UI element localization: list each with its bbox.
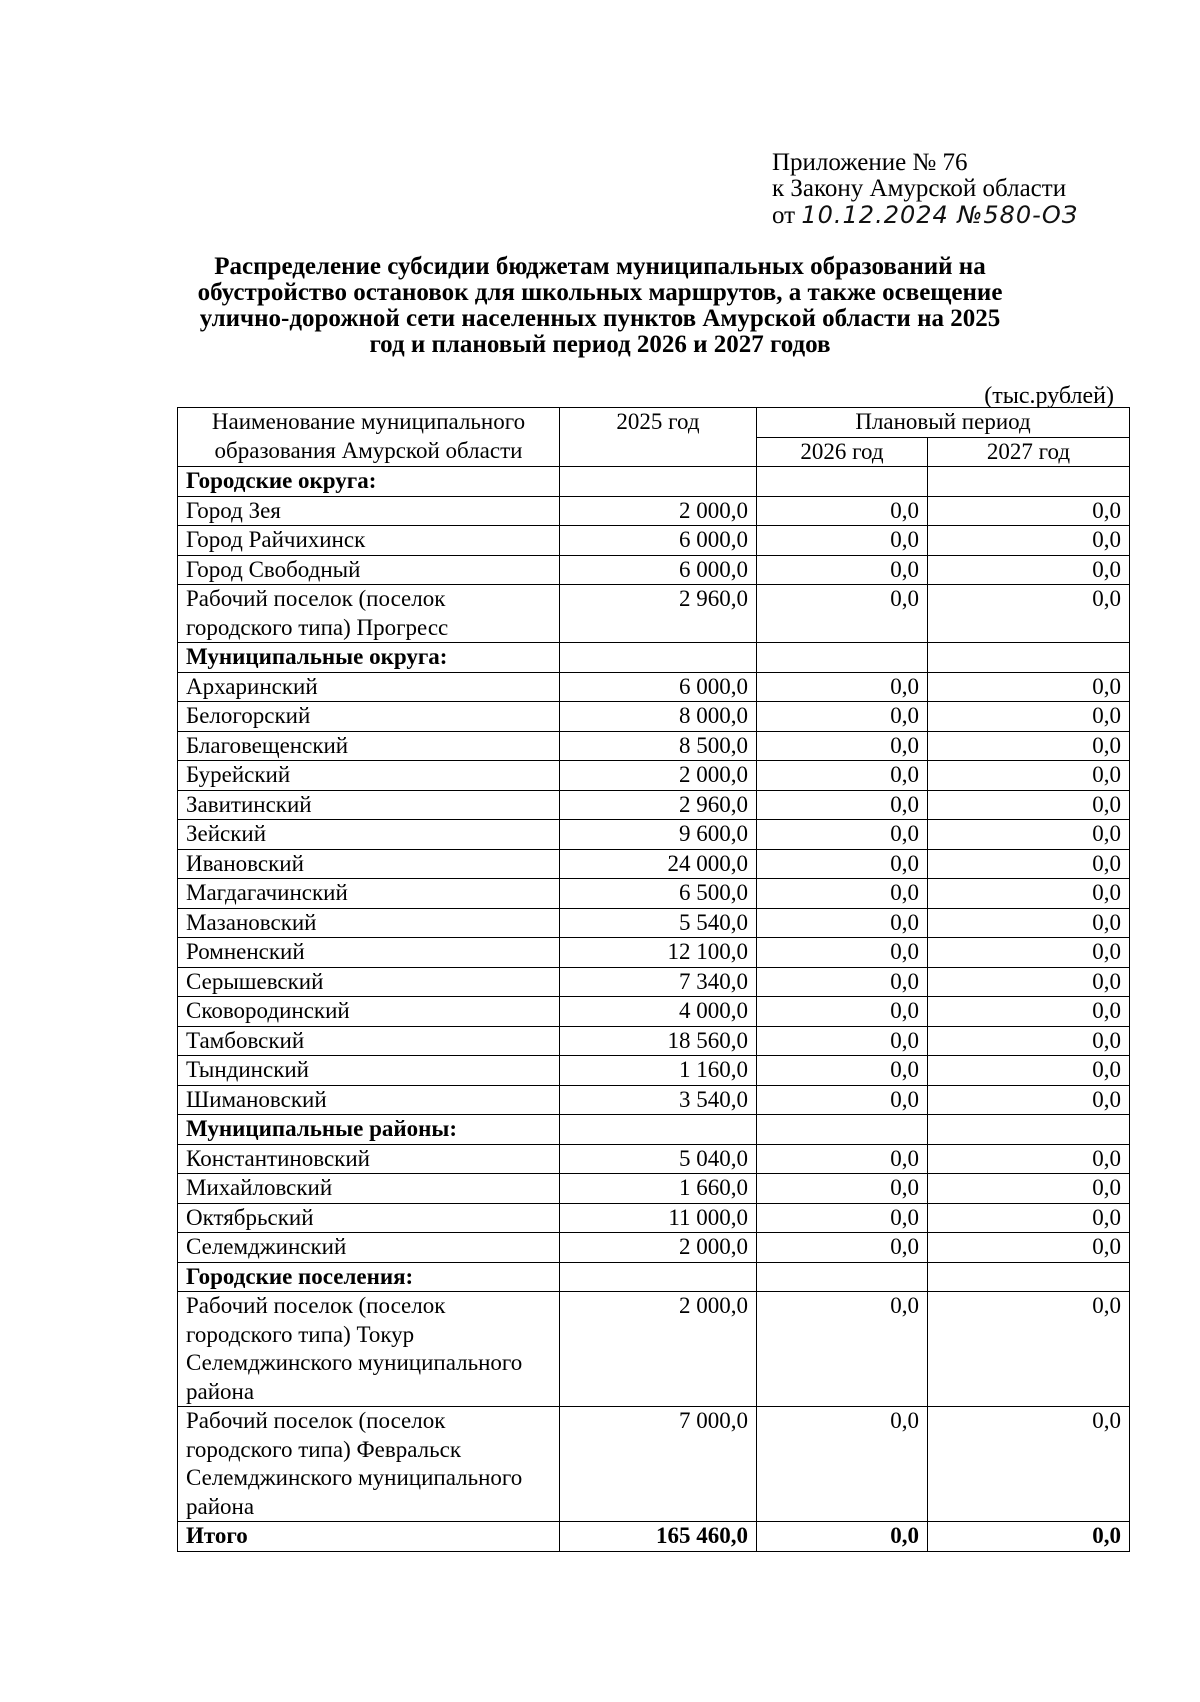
table-row: [178, 672, 1130, 702]
value-2026: 0,0: [757, 938, 928, 968]
empty-cell: [560, 1262, 757, 1292]
total-2025: 165 460,0: [560, 1522, 757, 1552]
header-name-col: Наименование муниципального образования Амурской области: [178, 408, 560, 467]
table-row: [178, 526, 1130, 556]
value-2026: 0,0: [757, 1233, 928, 1263]
value-2025: 12 100,0: [560, 938, 757, 968]
value-2026: 0,0: [757, 702, 928, 732]
section-title: Муниципальные округа:: [178, 643, 560, 673]
municipality-name: Город Райчихинск: [178, 526, 560, 556]
empty-cell: [757, 467, 928, 497]
table-row: [178, 1056, 1130, 1086]
municipality-name: Серышевский: [178, 967, 560, 997]
municipality-name: Белогорский: [178, 702, 560, 732]
value-2027: 0,0: [928, 702, 1130, 732]
value-2025: 4 000,0: [560, 997, 757, 1027]
municipality-name: Октябрьский: [178, 1203, 560, 1233]
value-2025: 2 000,0: [560, 761, 757, 791]
table-row: [178, 761, 1130, 791]
value-2025: 6 000,0: [560, 672, 757, 702]
header-2025: 2025 год: [560, 408, 757, 467]
empty-cell: [560, 467, 757, 497]
value-2026: 0,0: [757, 761, 928, 791]
table-row: [178, 1026, 1130, 1056]
section-title: Городские поселения:: [178, 1262, 560, 1292]
value-2027: 0,0: [928, 731, 1130, 761]
value-2025: 2 960,0: [560, 585, 757, 643]
value-2027: 0,0: [928, 526, 1130, 556]
table-row: [178, 1174, 1130, 1204]
municipality-name: Шимановский: [178, 1085, 560, 1115]
value-2027: 0,0: [928, 761, 1130, 791]
table-row: [178, 555, 1130, 585]
value-2025: 6 000,0: [560, 555, 757, 585]
empty-cell: [928, 643, 1130, 673]
value-2025: 11 000,0: [560, 1203, 757, 1233]
value-2027: 0,0: [928, 790, 1130, 820]
municipality-name: Тындинский: [178, 1056, 560, 1086]
table-row: [178, 496, 1130, 526]
table-row: [178, 585, 1130, 643]
value-2025: 1 160,0: [560, 1056, 757, 1086]
table-row: [178, 790, 1130, 820]
value-2025: 9 600,0: [560, 820, 757, 850]
empty-cell: [928, 467, 1130, 497]
value-2025: 6 500,0: [560, 879, 757, 909]
value-2026: 0,0: [757, 820, 928, 850]
value-2027: 0,0: [928, 1085, 1130, 1115]
value-2026: 0,0: [757, 731, 928, 761]
value-2025: 2 000,0: [560, 1233, 757, 1263]
table-row: [178, 938, 1130, 968]
value-2025: 3 540,0: [560, 1085, 757, 1115]
document-title: [150, 254, 1050, 358]
table-row: [178, 1292, 1130, 1407]
municipality-name: Рабочий поселок (поселок городского типа) Февральск Селемджинского муниципального района: [178, 1407, 560, 1522]
table-row: [178, 997, 1130, 1027]
table-row: [178, 967, 1130, 997]
value-2026: 0,0: [757, 1203, 928, 1233]
value-2025: 8 500,0: [560, 731, 757, 761]
municipality-name: Рабочий поселок (поселок городского типа) Прогресс: [178, 585, 560, 643]
value-2026: 0,0: [757, 1407, 928, 1522]
municipality-name: Бурейский: [178, 761, 560, 791]
table-row: [178, 820, 1130, 850]
table-row: [178, 1085, 1130, 1115]
empty-cell: [560, 1115, 757, 1145]
section-row: [178, 1262, 1130, 1292]
municipality-name: Михайловский: [178, 1174, 560, 1204]
value-2026: 0,0: [757, 967, 928, 997]
table-row: [178, 1407, 1130, 1522]
annex-block: [772, 150, 1078, 229]
value-2027: 0,0: [928, 1292, 1130, 1407]
annex-date-prefix: от: [772, 202, 796, 229]
value-2026: 0,0: [757, 1085, 928, 1115]
empty-cell: [757, 643, 928, 673]
value-2026: 0,0: [757, 790, 928, 820]
total-row: [178, 1522, 1130, 1552]
table-row: [178, 879, 1130, 909]
municipality-name: Сковородинский: [178, 997, 560, 1027]
table-header-row: [178, 408, 1130, 438]
value-2026: 0,0: [757, 555, 928, 585]
value-2027: 0,0: [928, 555, 1130, 585]
value-2026: 0,0: [757, 908, 928, 938]
value-2025: 2 960,0: [560, 790, 757, 820]
value-2026: 0,0: [757, 849, 928, 879]
municipality-name: Город Зея: [178, 496, 560, 526]
municipality-name: Архаринский: [178, 672, 560, 702]
value-2026: 0,0: [757, 585, 928, 643]
section-row: [178, 467, 1130, 497]
municipality-name: Селемджинский: [178, 1233, 560, 1263]
empty-cell: [928, 1262, 1130, 1292]
handwritten-date-number: 10.12.2024 №580-ОЗ: [801, 201, 1079, 229]
value-2027: 0,0: [928, 849, 1130, 879]
annex-line-1: Приложение № 76: [772, 149, 968, 176]
value-2027: 0,0: [928, 938, 1130, 968]
value-2026: 0,0: [757, 1144, 928, 1174]
table-row: [178, 731, 1130, 761]
section-row: [178, 1115, 1130, 1145]
value-2026: 0,0: [757, 997, 928, 1027]
value-2027: 0,0: [928, 1233, 1130, 1263]
total-2026: 0,0: [757, 1522, 928, 1552]
value-2025: 5 040,0: [560, 1144, 757, 1174]
header-planned-period: Плановый период: [757, 408, 1130, 438]
value-2025: 7 000,0: [560, 1407, 757, 1522]
municipality-name: Ромненский: [178, 938, 560, 968]
municipality-name: Город Свободный: [178, 555, 560, 585]
annex-line-2: к Закону Амурской области: [772, 175, 1067, 202]
table-row: [178, 1144, 1130, 1174]
empty-cell: [928, 1115, 1130, 1145]
table-row: [178, 908, 1130, 938]
subsidy-table: [177, 407, 1130, 1552]
value-2025: 7 340,0: [560, 967, 757, 997]
annex-line-3: [772, 202, 1078, 229]
value-2025: 5 540,0: [560, 908, 757, 938]
municipality-name: Рабочий поселок (поселок городского типа) Токур Селемджинского муниципального района: [178, 1292, 560, 1407]
total-label: Итого: [178, 1522, 560, 1552]
value-2026: 0,0: [757, 496, 928, 526]
municipality-name: Мазановский: [178, 908, 560, 938]
value-2025: 1 660,0: [560, 1174, 757, 1204]
value-2026: 0,0: [757, 672, 928, 702]
title-line-2: обустройство остановок для школьных маршрутов, а также освещение: [197, 279, 1003, 306]
table-row: [178, 849, 1130, 879]
value-2026: 0,0: [757, 526, 928, 556]
section-title: Городские округа:: [178, 467, 560, 497]
value-2025: 24 000,0: [560, 849, 757, 879]
value-2027: 0,0: [928, 908, 1130, 938]
value-2027: 0,0: [928, 1056, 1130, 1086]
municipality-name: Ивановский: [178, 849, 560, 879]
value-2027: 0,0: [928, 672, 1130, 702]
table-row: [178, 702, 1130, 732]
value-2026: 0,0: [757, 1026, 928, 1056]
title-line-4: год и плановый период 2026 и 2027 годов: [369, 331, 831, 358]
value-2025: 8 000,0: [560, 702, 757, 732]
empty-cell: [757, 1115, 928, 1145]
value-2026: 0,0: [757, 879, 928, 909]
value-2027: 0,0: [928, 496, 1130, 526]
table-row: [178, 1203, 1130, 1233]
title-line-3: улично-дорожной сети населенных пунктов Амурской области на 2025: [199, 305, 1001, 332]
unit-label: (тыс.рублей): [984, 383, 1114, 409]
total-2027: 0,0: [928, 1522, 1130, 1552]
header-2027: 2027 год: [928, 437, 1130, 467]
value-2027: 0,0: [928, 1026, 1130, 1056]
header-2026: 2026 год: [757, 437, 928, 467]
municipality-name: Константиновский: [178, 1144, 560, 1174]
value-2027: 0,0: [928, 820, 1130, 850]
table-row: [178, 1233, 1130, 1263]
empty-cell: [560, 643, 757, 673]
value-2027: 0,0: [928, 997, 1130, 1027]
value-2027: 0,0: [928, 1407, 1130, 1522]
value-2027: 0,0: [928, 1144, 1130, 1174]
municipality-name: Тамбовский: [178, 1026, 560, 1056]
value-2025: 2 000,0: [560, 1292, 757, 1407]
section-title: Муниципальные районы:: [178, 1115, 560, 1145]
empty-cell: [757, 1262, 928, 1292]
section-row: [178, 643, 1130, 673]
value-2025: 6 000,0: [560, 526, 757, 556]
municipality-name: Благовещенский: [178, 731, 560, 761]
value-2027: 0,0: [928, 1203, 1130, 1233]
municipality-name: Зейский: [178, 820, 560, 850]
value-2027: 0,0: [928, 585, 1130, 643]
value-2025: 2 000,0: [560, 496, 757, 526]
value-2025: 18 560,0: [560, 1026, 757, 1056]
value-2026: 0,0: [757, 1292, 928, 1407]
value-2026: 0,0: [757, 1056, 928, 1086]
title-line-1: Распределение субсидии бюджетам муниципальных образований на: [214, 253, 986, 280]
municipality-name: Магдагачинский: [178, 879, 560, 909]
municipality-name: Завитинский: [178, 790, 560, 820]
value-2026: 0,0: [757, 1174, 928, 1204]
value-2027: 0,0: [928, 879, 1130, 909]
value-2027: 0,0: [928, 1174, 1130, 1204]
value-2027: 0,0: [928, 967, 1130, 997]
